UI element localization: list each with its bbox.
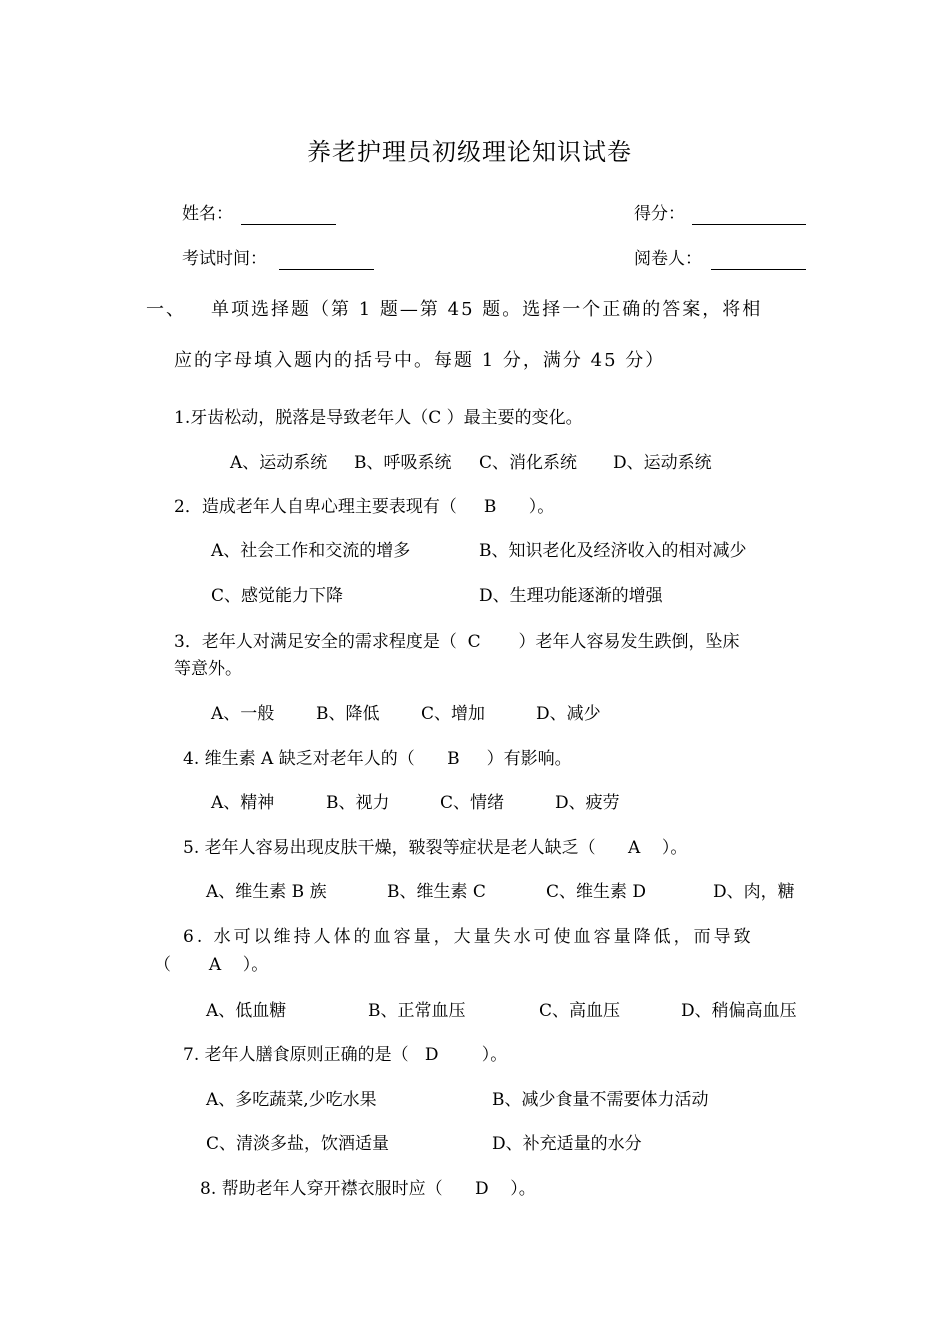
name-blank[interactable] (241, 224, 336, 225)
q7-option-d: D、补充适量的水分 (492, 1134, 642, 1154)
q5-option-d: D、肉，糖 (713, 882, 795, 902)
question-1: 1.牙齿松动，脱落是导致老年人（C ）最主要的变化。 (174, 408, 583, 428)
q5-option-a: A、维生素 B 族 (206, 882, 327, 902)
section-heading-line1: 单项选择题（第 1 题—第 45 题。选择一个正确的答案，将相 (211, 299, 763, 320)
q4-option-d: D、疲劳 (555, 793, 620, 813)
page-title: 养老护理员初级理论知识试卷 (307, 138, 632, 166)
section-heading-line2: 应的字母填入题内的括号中。每题 1 分，满分 45 分） (174, 350, 666, 371)
q2-option-d: D、生理功能逐渐的增强 (479, 586, 663, 606)
q6-option-a: A、低血糖 (206, 1001, 287, 1021)
question-5: 5. 老年人容易出现皮肤干燥，皲裂等症状是老人缺乏（ A ）。 (183, 838, 688, 858)
name-label: 姓名： (182, 204, 233, 224)
question-3-cont: 等意外。 (174, 659, 242, 679)
reviewer-label: 阅卷人： (634, 249, 702, 269)
q3-option-d: D、减少 (536, 704, 601, 724)
question-6-cont: （ A ）。 (154, 955, 269, 975)
section-number: 一、 (146, 299, 186, 320)
question-7: 7. 老年人膳食原则正确的是（ D ）。 (183, 1045, 508, 1065)
q3-option-b: B、降低 (316, 704, 380, 724)
q3-option-c: C、增加 (421, 704, 486, 724)
time-blank[interactable] (279, 269, 374, 270)
q6-option-d: D、稍偏高血压 (681, 1001, 797, 1021)
q2-option-c: C、感觉能力下降 (211, 586, 344, 606)
time-label: 考试时间： (182, 249, 267, 269)
q5-option-b: B、维生素 C (387, 882, 486, 902)
question-8: 8. 帮助老年人穿开襟衣服时应（ D ）。 (200, 1179, 536, 1199)
q7-option-a: A、多吃蔬菜,少吃水果 (206, 1090, 377, 1110)
q3-option-a: A、一般 (211, 704, 275, 724)
q1-option-c: C、消化系统 (479, 453, 578, 473)
q7-option-b: B、减少食量不需要体力活动 (492, 1090, 709, 1110)
question-3: 3．老年人对满足安全的需求程度是（ C ）老年人容易发生跌倒，坠床 (174, 632, 740, 652)
reviewer-blank[interactable] (711, 269, 806, 270)
q1-option-d: D、运动系统 (613, 453, 712, 473)
q1-option-b: B、呼吸系统 (354, 453, 452, 473)
q6-option-c: C、高血压 (539, 1001, 621, 1021)
question-4: 4. 维生素 A 缺乏对老年人的（ B ）有影响。 (183, 749, 572, 769)
question-2: 2．造成老年人自卑心理主要表现有（ B ）。 (174, 497, 555, 517)
score-label: 得分： (634, 204, 685, 224)
q7-option-c: C、清淡多盐，饮酒适量 (206, 1134, 390, 1154)
question-6: 6. 水可以维持人体的血容量，大量失水可使血容量降低，而导致 (183, 927, 754, 947)
q2-option-b: B、知识老化及经济收入的相对减少 (479, 541, 747, 561)
q2-option-a: A、社会工作和交流的增多 (211, 541, 411, 561)
score-blank[interactable] (692, 224, 806, 225)
q6-option-b: B、正常血压 (368, 1001, 466, 1021)
q5-option-c: C、维生素 D (546, 882, 647, 902)
q1-option-a: A、运动系统 (230, 453, 328, 473)
q4-option-c: C、情绪 (440, 793, 505, 813)
q4-option-b: B、视力 (326, 793, 390, 813)
q4-option-a: A、精神 (211, 793, 275, 813)
